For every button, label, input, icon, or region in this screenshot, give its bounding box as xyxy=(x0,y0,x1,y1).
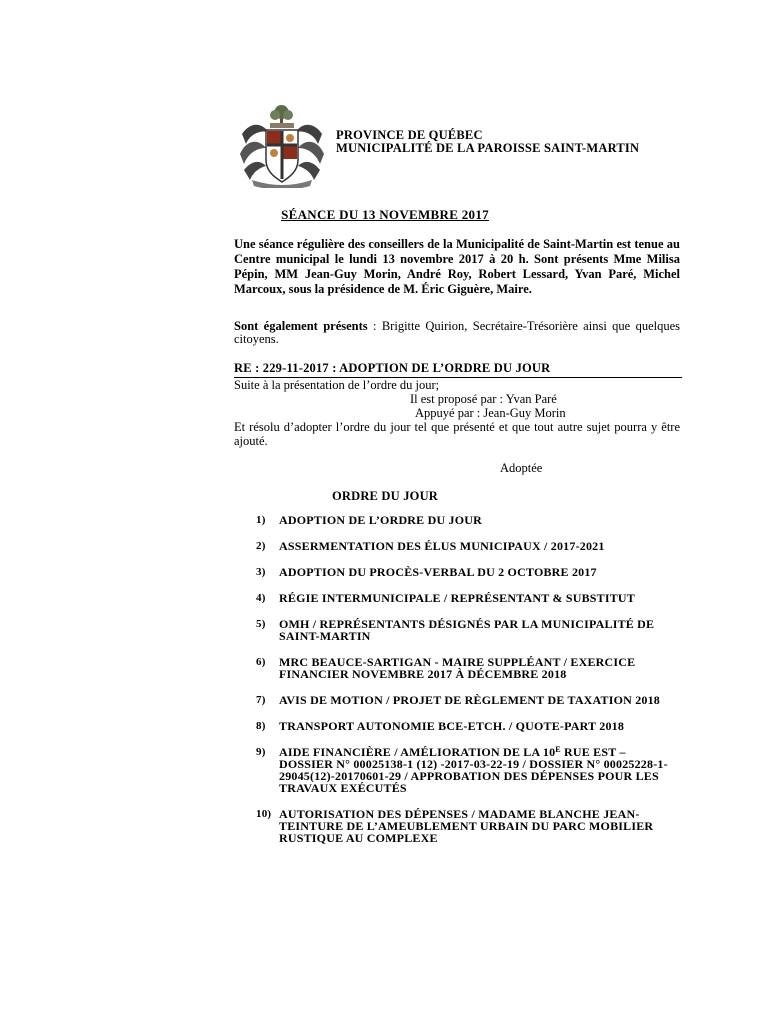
agenda-item-text: RÉGIE INTERMUNICIPALE / REPRÉSENTANT & SUBSTITUT xyxy=(279,591,636,605)
agenda-item xyxy=(256,540,676,552)
agenda-item-text: ASSERMENTATION DES ÉLUS MUNICIPAUX / 2017-2021 xyxy=(279,539,605,553)
agenda-item-number: 1) xyxy=(256,514,266,526)
province-line: PROVINCE DE QUÉBEC xyxy=(336,128,483,142)
resolution-text: Et résolu d’adopter l’ordre du jour tel que présenté et que tout autre sujet pourra y être ajouté. xyxy=(234,420,680,448)
agenda-item-text: OMH / REPRÉSENTANTS DÉSIGNÉS PAR LA MUNICIPALITÉ DE SAINT-MARTIN xyxy=(279,617,655,643)
agenda-item-number: 9) xyxy=(256,746,266,758)
municipal-coat-of-arms-icon xyxy=(236,104,328,188)
agenda-item-number: 7) xyxy=(256,694,266,706)
agenda-item xyxy=(256,656,676,680)
agenda-title: ORDRE DU JOUR xyxy=(331,489,439,503)
agenda-item xyxy=(256,808,676,844)
agenda-item xyxy=(256,566,676,578)
agenda-item xyxy=(256,592,676,604)
agenda-item-text: AVIS DE MOTION / PROJET DE RÈGLEMENT DE TAXATION 2018 xyxy=(279,693,661,707)
superscript-e: E xyxy=(555,745,561,754)
agenda-item-text: AUTORISATION DES DÉPENSES / MADAME BLANCHE JEAN- TEINTURE DE L’AMEUBLEMENT URBAIN DU PARC MOBILIER RUSTIQUE AU COMPLEXE xyxy=(279,807,654,845)
agenda-item-number: 2) xyxy=(256,540,266,552)
agenda-item-number: 5) xyxy=(256,618,266,630)
seance-intro-paragraph: Une séance régulière des conseillers de la Municipalité de Saint-Martin est tenue au Centre municipal le lundi 13 novembre 2017 à 20 h. Sont présents Mme Milisa Pépin, MM Jean-Guy Morin, André Roy, Robert Lessard, Yvan Paré, Michel Marcoux, sous la présidence de M. Éric Giguère, Maire. xyxy=(234,237,680,296)
presents-text: : Brigitte Quirion, Secrétaire-Trésorière ainsi que quelques citoyens. xyxy=(234,319,680,346)
agenda-item xyxy=(256,514,676,526)
agenda-item-text-part: RUE EST – DOSSIER N° 00025138-1 (12) -2017-03-22-19 / DOSSIER N° 00025228-1-29045(12)-20170601-29 / APPROBATION DES DÉPENSES POUR LES TRAVAUX EXÉCUTÉS xyxy=(279,745,668,795)
agenda-item xyxy=(256,618,676,642)
others-present-paragraph xyxy=(234,320,680,346)
resolution-preamble: Suite à la présentation de l’ordre du jour; xyxy=(234,378,440,392)
presents-lead: Sont également présents xyxy=(234,319,368,333)
agenda-item-number: 3) xyxy=(256,566,266,578)
agenda-item-text xyxy=(279,746,676,794)
resolution-proposer: Il est proposé par : Yvan Paré xyxy=(410,392,557,406)
agenda-item-number: 6) xyxy=(256,656,266,668)
resolution-heading: RE : 229-11-2017 : ADOPTION DE L’ORDRE DU JOUR xyxy=(234,361,682,378)
document-header xyxy=(336,129,639,155)
agenda-item-number: 10) xyxy=(256,808,272,820)
agenda-item-number: 4) xyxy=(256,592,266,604)
agenda-item-number: 8) xyxy=(256,720,266,732)
agenda-list xyxy=(256,514,676,858)
agenda-item xyxy=(256,720,676,732)
agenda-item-text: ADOPTION DE L’ORDRE DU JOUR xyxy=(279,513,482,527)
municipality-line: MUNICIPALITÉ DE LA PAROISSE SAINT-MARTIN xyxy=(336,141,640,155)
agenda-item-text: MRC BEAUCE-SARTIGAN - MAIRE SUPPLÉANT / EXERCICE FINANCIER NOVEMBRE 2017 À DÉCEMBRE 2018 xyxy=(279,655,636,681)
seance-title: SÉANCE DU 13 NOVEMBRE 2017 xyxy=(281,207,489,222)
agenda-item xyxy=(256,694,676,706)
resolution-body xyxy=(234,378,680,448)
agenda-item-text: ADOPTION DU PROCÈS-VERBAL DU 2 OCTOBRE 2017 xyxy=(279,565,597,579)
resolution-seconder: Appuyé par : Jean-Guy Morin xyxy=(415,406,566,420)
resolution-status: Adoptée xyxy=(500,461,543,475)
agenda-item-text: TRANSPORT AUTONOMIE BCE-ETCH. / QUOTE-PART 2018 xyxy=(279,719,625,733)
agenda-item xyxy=(256,746,676,794)
agenda-item-text-part: AIDE FINANCIÈRE / AMÉLIORATION DE LA 10 xyxy=(279,745,556,759)
